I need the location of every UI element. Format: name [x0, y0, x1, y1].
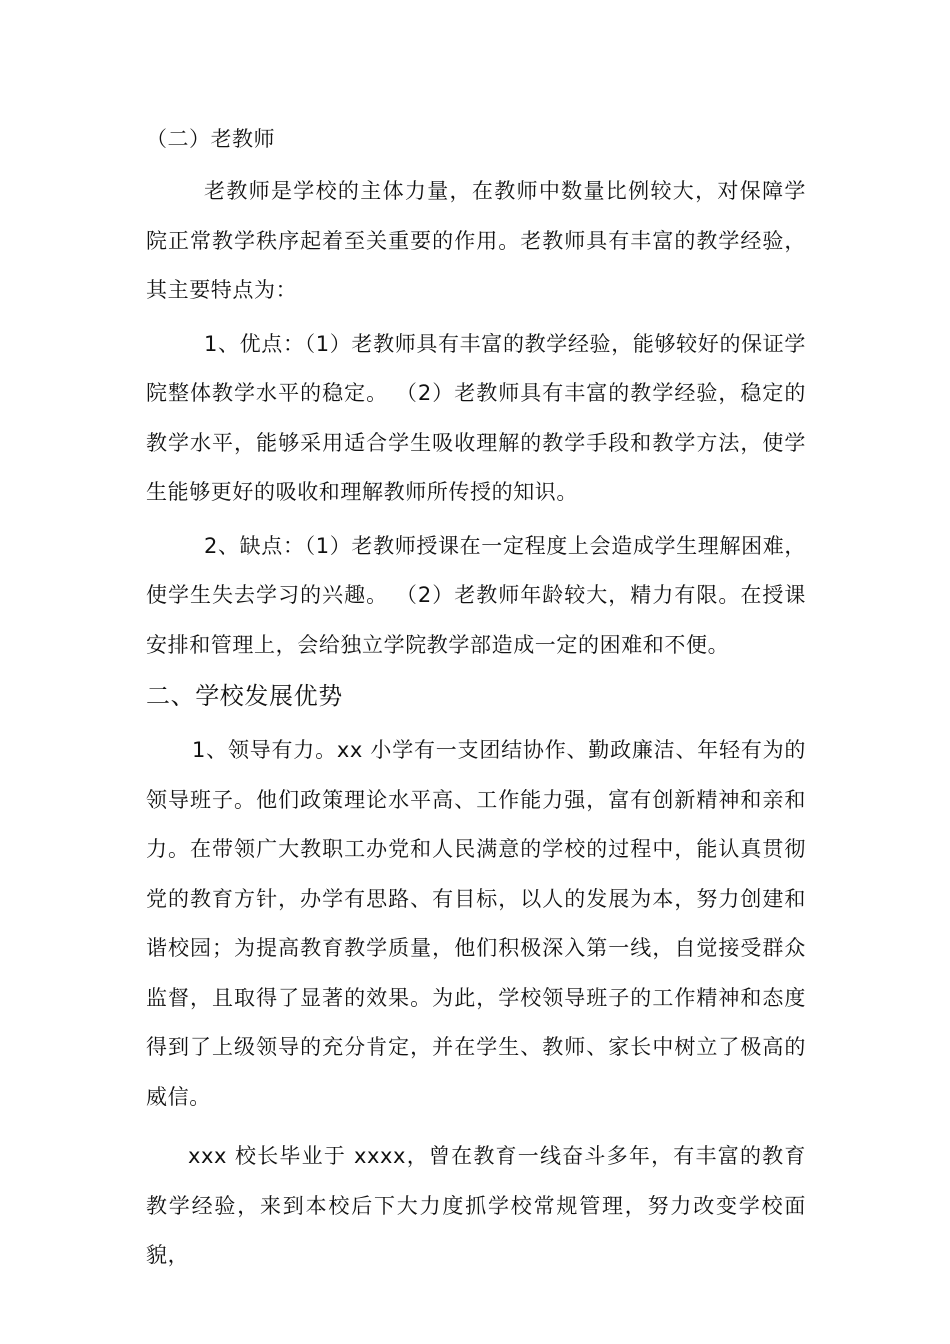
paragraph-intro: 老教师是学校的主体力量，在教师中数量比例较大，对保障学院正常教学秩序起着至关重要的作用。老教师具有丰富的教学经验，其主要特点为：	[146, 179, 806, 302]
paragraph-advantages: 1、优点：（1）老教师具有丰富的教学经验，能够较好的保证学院整体教学水平的稳定。 （2）老教师具有丰富的教学经验，稳定的教学水平，能够采用适合学生吸收理解的教学手段和教学方法，使学生能够更好的吸收和理解教师所传授的知识。	[146, 331, 806, 504]
document-body	[146, 115, 806, 1281]
paragraph-leadership: 1、领导有力。xx 小学有一支团结协作、勤政廉洁、年轻有为的领导班子。他们政策理论水平高、工作能力强，富有创新精神和亲和力。在带领广大教职工办党和人民满意的学校的过程中，能认真贯彻党的教育方针，办学有思路、有目标，以人的发展为本，努力创建和谐校园；为提高教育教学质量，他们积极深入第一线，自觉接受群众监督，且取得了显著的效果。为此，学校领导班子的工作精神和态度得到了上级领导的充分肯定，并在学生、教师、家长中树立了极高的威信。	[146, 738, 806, 1109]
paragraph-disadvantages: 2、缺点：（1）老教师授课在一定程度上会造成学生理解困难，使学生失去学习的兴趣。 （2）老教师年龄较大，精力有限。在授课安排和管理上，会给独立学院教学部造成一定的困难和不便。	[146, 533, 806, 657]
paragraph-principal: xxx 校长毕业于 xxxx，曾在教育一线奋斗多年，有丰富的教育教学经验，来到本校后下大力度抓学校常规管理，努力改变学校面貌，	[146, 1144, 806, 1267]
subheading-old-teachers: （二）老教师	[146, 127, 275, 151]
section-title-school-advantages: 二、学校发展优势	[146, 682, 343, 710]
